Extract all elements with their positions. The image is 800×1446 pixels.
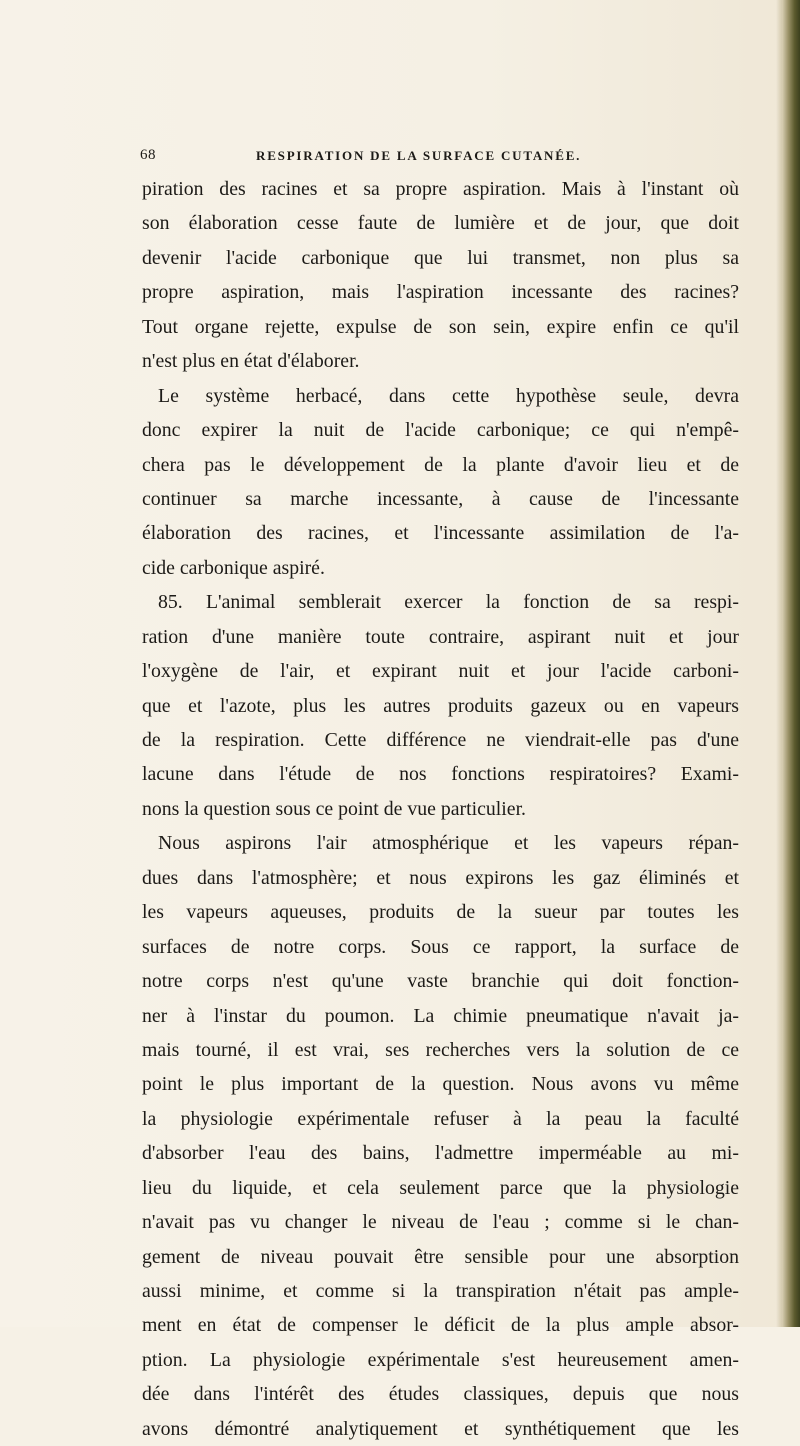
text-line: que et l'azote, plus les autres produits gazeux ou en vapeurs <box>142 694 739 717</box>
text-line: continuer sa marche incessante, à cause de l'incessante <box>142 487 739 510</box>
text-line: ption. La physiologie expérimentale s'est heureusement amen- <box>142 1348 739 1371</box>
text-line: cide carbonique aspiré. <box>142 556 325 579</box>
text-line: ner à l'instar du poumon. La chimie pneumatique n'avait ja- <box>142 1004 739 1027</box>
running-head: RESPIRATION DE LA SURFACE CUTANÉE. <box>256 148 582 163</box>
text-line: surfaces de notre corps. Sous ce rapport, la surface de <box>142 935 739 958</box>
text-line: Nous aspirons l'air atmosphérique et les vapeurs répan- <box>158 832 739 855</box>
text-line: dée dans l'intérêt des études classiques, depuis que nous <box>142 1383 739 1406</box>
text-line: chera pas le développement de la plante d'avoir lieu et de <box>142 453 739 476</box>
page-number: 68 <box>140 147 156 163</box>
text-line: Tout organe rejette, expulse de son sein, expire enfin ce qu'il <box>142 315 739 338</box>
text-line: 85. L'animal semblerait exercer la fonction de sa respi- <box>158 591 739 614</box>
page-edge-shadow <box>782 0 800 1327</box>
text-line: avons démontré analytiquement et synthétiquement que les <box>142 1417 739 1440</box>
text-line: gement de niveau pouvait être sensible pour une absorption <box>142 1245 739 1268</box>
text-line: point le plus important de la question. Nous avons vu même <box>142 1073 739 1096</box>
text-line: propre aspiration, mais l'aspiration incessante des racines? <box>142 281 739 304</box>
text-line: ment en état de compenser le déficit de la plus ample absor- <box>142 1314 739 1337</box>
text-line: Le système herbacé, dans cette hypothèse seule, devra <box>158 384 739 407</box>
text-line: lieu du liquide, et cela seulement parce que la physiologie <box>142 1176 739 1199</box>
text-line: n'est plus en état d'élaborer. <box>142 350 360 373</box>
text-line: les vapeurs aqueuses, produits de la sueur par toutes les <box>142 901 739 924</box>
text-line: aussi minime, et comme si la transpiration n'était pas ample- <box>142 1280 739 1302</box>
text-line: de la respiration. Cette différence ne viendrait-elle pas d'une <box>142 729 739 751</box>
page-header <box>140 147 740 171</box>
text-line: devenir l'acide carbonique que lui transmet, non plus sa <box>142 246 739 269</box>
text-line: d'absorber l'eau des bains, l'admettre imperméable au mi- <box>142 1142 739 1165</box>
text-line: donc expirer la nuit de l'acide carbonique; ce qui n'empê- <box>142 419 739 442</box>
text-line: lacune dans l'étude de nos fonctions respiratoires? Exami- <box>142 763 739 786</box>
text-line: la physiologie expérimentale refuser à la peau la faculté <box>142 1107 739 1130</box>
text-line: notre corps n'est qu'une vaste branchie qui doit fonction- <box>142 970 739 993</box>
text-line: l'oxygène de l'air, et expirant nuit et jour l'acide carboni- <box>142 660 739 683</box>
text-line: dues dans l'atmosphère; et nous expirons les gaz éliminés et <box>142 866 739 889</box>
text-line: mais tourné, il est vrai, ses recherches vers la solution de ce <box>142 1038 739 1061</box>
text-line: son élaboration cesse faute de lumière et de jour, que doit <box>142 212 739 235</box>
text-line: ration d'une manière toute contraire, aspirant nuit et jour <box>142 625 739 648</box>
body-text <box>142 172 739 1446</box>
text-line: n'avait pas vu changer le niveau de l'eau ; comme si le chan- <box>142 1211 739 1234</box>
text-line: piration des racines et sa propre aspiration. Mais à l'instant où <box>142 178 739 200</box>
text-line: élaboration des racines, et l'incessante assimilation de l'a- <box>142 522 739 545</box>
text-line: nons la question sous ce point de vue particulier. <box>142 797 527 820</box>
